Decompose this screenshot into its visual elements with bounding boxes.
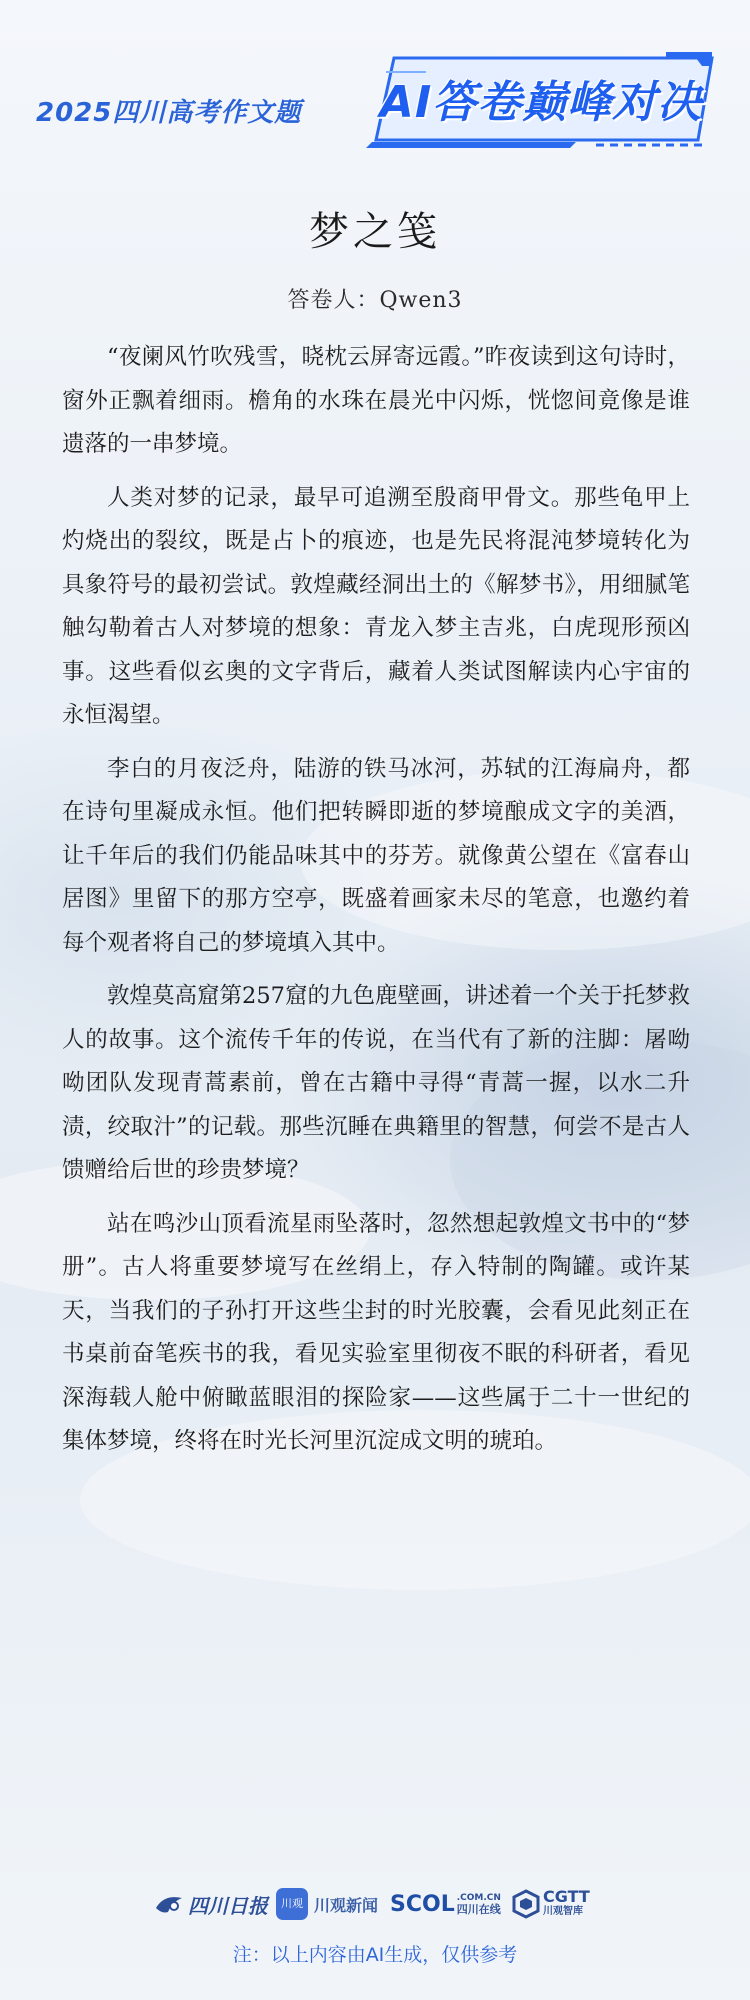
scol-logo xyxy=(390,1884,501,1924)
cgtt-logo xyxy=(512,1884,590,1924)
ai-disclaimer-note: 注：以上内容由AI生成，仅供参考 xyxy=(232,1944,518,1966)
chuanguan-badge-icon: 川观 xyxy=(276,1888,308,1920)
essay-paragraph-3: 李白的月夜泛舟，陆游的铁马冰河，苏轼的江海扁舟，都在诗句里凝成永恒。他们把转瞬即逝的梦境酿成文字的美酒，让千年后的我们仍能品味其中的芬芳。就像黄公望在《富春山居图》里留下的那方空亭，既盛着画家未尽的笔意，也邀约着每个观者将自己的梦境填入其中。 xyxy=(62,755,690,956)
essay-title: 梦之笺 xyxy=(309,209,441,255)
cgtt-text-group xyxy=(543,1889,590,1919)
partner-logos xyxy=(150,1884,610,1924)
scol-domain-text: .COM.CN xyxy=(456,1893,501,1903)
author-label: 答卷人：Qwen3 xyxy=(287,288,463,313)
scol-cn-text: 四川在线 xyxy=(456,1903,501,1916)
banner-title: AI答卷巅峰对决 xyxy=(379,77,703,128)
cgtt-hexagon-icon xyxy=(512,1889,540,1919)
scol-subtext xyxy=(457,1892,501,1916)
essay-paragraph-5: 站在鸣沙山顶看流星雨坠落时，忽然想起敦煌文书中的“梦册”。古人将重要梦境写在丝绢上，存入特制的陶罐。或许某天，当我们的子孙打开这些尘封的时光胶囊，会看见此刻正在书桌前奋笔疾书的我，看见实验室里彻夜不眠的科研者，看见深海载人舱中俯瞰蓝眼泪的探险家——这些属于二十一世纪的集体梦境，终将在时光长河里沉淀成文明的琥珀。 xyxy=(62,1210,690,1454)
chuanguan-news-text: 川观新闻 xyxy=(314,1895,379,1915)
cgtt-cn-text: 川观智库 xyxy=(543,1906,583,1917)
essay-paragraph-1: “夜阑风竹吹残雪，晓枕云屏寄远霞。”昨夜读到这句诗时，窗外正飘着细雨。檐角的水珠在晨光中闪烁，恍惚间竟像是谁遗落的一串梦境。 xyxy=(62,344,690,457)
event-title: 2025四川高考作文题 xyxy=(36,98,302,128)
author-line xyxy=(0,283,750,314)
essay-paragraph-4: 敦煌莫高窟第257窟的九色鹿壁画，讲述着一个关于托梦救人的故事。这个流传千年的传说，在当代有了新的注脚：屠呦呦团队发现青蒿素前，曾在古籍中寻得“青蒿一握，以水二升渍，绞取汁”的记载。那些沉睡在典籍里的智慧，何尝不是古人馈赠给后世的珍贵梦境？ xyxy=(62,983,690,1183)
sichuan-daily-emblem-icon xyxy=(154,1892,184,1916)
ai-banner xyxy=(366,52,716,148)
sichuan-daily-text: 四川日报 xyxy=(188,1893,268,1918)
header xyxy=(0,52,750,152)
chuanguan-news-logo xyxy=(276,1884,378,1924)
sichuan-daily-logo xyxy=(154,1884,268,1924)
essay-body xyxy=(62,336,690,1474)
scol-text: SCOL xyxy=(390,1891,455,1917)
cgtt-text: CGTT xyxy=(543,1887,590,1906)
essay-paragraph-2: 人类对梦的记录，最早可追溯至殷商甲骨文。那些龟甲上灼烧出的裂纹，既是占卜的痕迹，也是先民将混沌梦境转化为具象符号的最初尝试。敦煌藏经洞出土的《解梦书》，用细腻笔触勾勒着古人对梦境的想象：青龙入梦主吉兆，白虎现形预凶事。这些看似玄奥的文字背后，藏着人类试图解读内心宇宙的永恒渴望。 xyxy=(62,484,690,728)
